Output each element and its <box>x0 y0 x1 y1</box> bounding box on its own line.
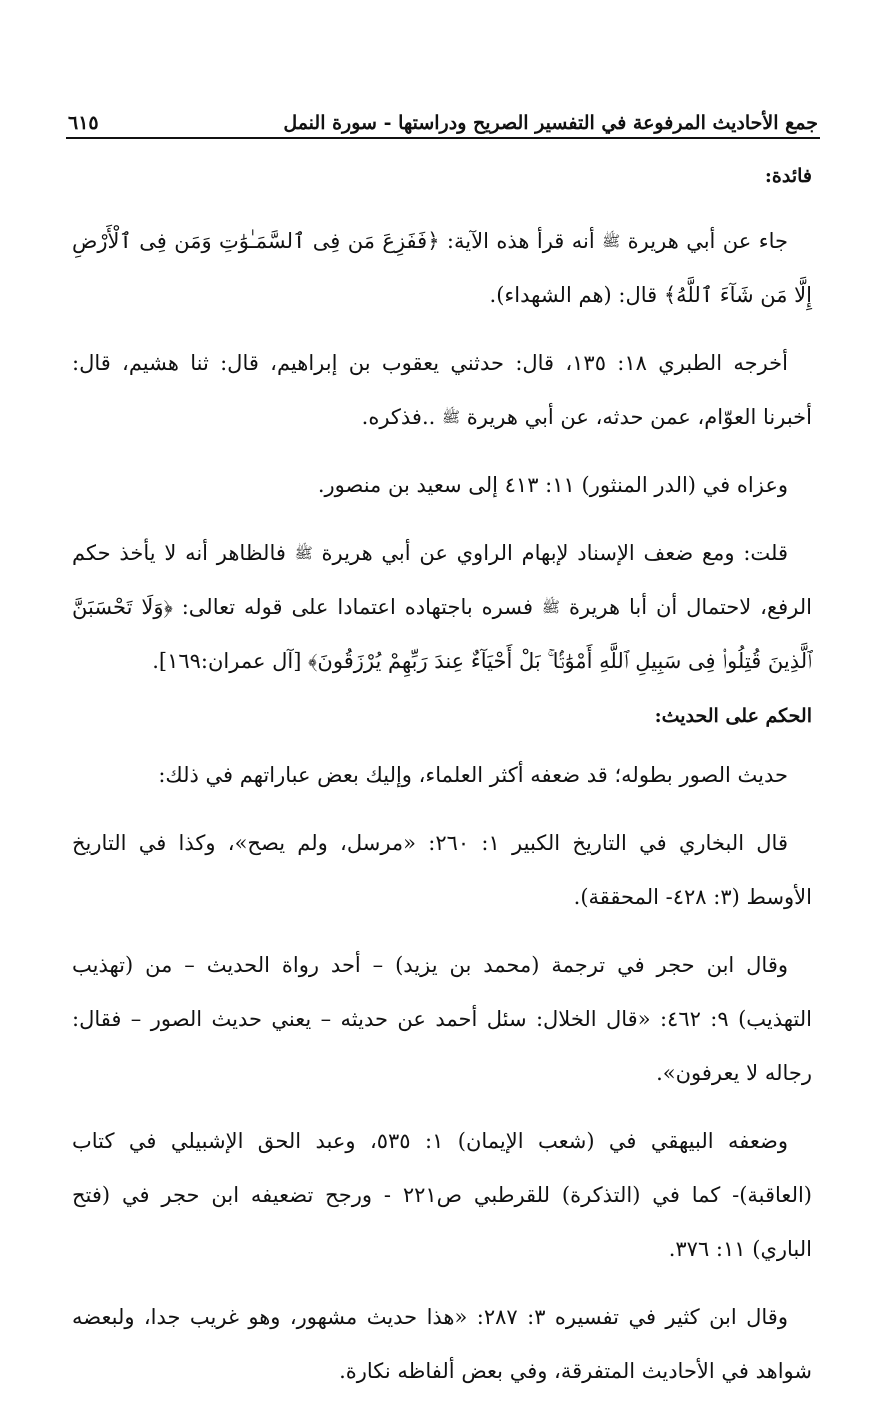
paragraph-faida-text-b: أنه قرأ هذه الآية: ﴿فَفَزِعَ مَن فِى ٱلسَّمَـٰوَٰتِ وَمَن فِى ٱلْأَرْضِ إِلَّا مَن شَآءَ ٱللَّهُ﴾ قال: (هم الشهداء). <box>72 229 812 307</box>
paragraph-takhrij-text-a: أخرجه الطبري ١٨: ١٣٥، قال: حدثني يعقوب بن إبراهيم، قال: ثنا هشيم، قال: أخبرنا العوّام، عمن حدثه، عن أبي هريرة <box>72 351 812 429</box>
running-header <box>68 104 818 134</box>
paragraph-ibn-kathir: وقال ابن كثير في تفسيره ٣: ٢٨٧: «هذا حديث مشهور، وهو غريب جدا، ولبعضه شواهد في الأحاديث المتفرقة، وفي بعض ألفاظه نكارة. <box>72 1305 812 1383</box>
paragraph-ibn-hajar: وقال ابن حجر في ترجمة (محمد بن يزيد) – أحد رواة الحديث – من (تهذيب التهذيب) ٩: ٤٦٢: «قال الخلال: سئل أحمد عن حديثه – يعني حديث الصور – فقال: رجاله لا يعرفون». <box>72 953 812 1085</box>
honorific-glyph: ﷺ <box>541 598 561 616</box>
paragraph-comment-text-c: فسره باجتهاده اعتمادا على قوله تعالى: ﴿وَلَا تَحْسَبَنَّ ٱلَّذِينَ قُتِلُوا۟ فِى سَبِيلِ ٱللَّهِ أَمْوَٰتًۢا ۚ بَلْ أَحْيَآءٌ عِندَ رَبِّهِمْ يُرْزَقُونَ﴾ [آل عمران:١٦٩]. <box>72 595 812 673</box>
page-body <box>72 152 812 1412</box>
page-number: ٦١٥ <box>68 112 99 134</box>
paragraph-hukm-intro: حديث الصور بطوله؛ قد ضعفه أكثر العلماء، وإليك بعض عباراتهم في ذلك: <box>158 763 788 787</box>
paragraph-faida-text-a: جاء عن أبي هريرة <box>620 229 789 253</box>
paragraph-comment-text-a: قلت: ومع ضعف الإسناد لإبهام الراوي عن أبي هريرة <box>312 541 789 565</box>
honorific-glyph: ﷺ <box>294 544 313 562</box>
honorific-glyph: ﷺ <box>442 408 461 426</box>
paragraph-comment <box>72 526 812 688</box>
honorific-glyph: ﷺ <box>602 232 621 250</box>
paragraph-faida <box>72 214 812 322</box>
header-rule <box>66 137 820 139</box>
paragraph-takhrij <box>72 336 812 444</box>
faida-heading: فائدة: <box>764 165 812 187</box>
hukm-heading: الحكم على الحديث: <box>654 705 812 727</box>
paragraph-attribution: وعزاه في (الدر المنثور) ١١: ٤١٣ إلى سعيد بن منصور. <box>317 473 788 497</box>
header-title: جمع الأحاديث المرفوعة في التفسير الصريح ودراستها - سورة النمل <box>283 112 818 134</box>
paragraph-bayhaqi: وضعفه البيهقي في (شعب الإيمان) ١: ٥٣٥، وعبد الحق الإشبيلي في كتاب (العاقبة)- كما في (التذكرة) للقرطبي ص٢٢١ - ورجح تضعيفه ابن حجر في (فتح الباري) ١١: ٣٧٦. <box>72 1129 812 1261</box>
paragraph-takhrij-text-b: ..فذكره. <box>361 405 442 429</box>
paragraph-bukhari: قال البخاري في التاريخ الكبير ١: ٢٦٠: «مرسل، ولم يصح»، وكذا في التاريخ الأوسط (٣: ٤٢٨- المحققة). <box>72 831 812 909</box>
paragraph-comment-text-b: فالظاهر أنه لا يأخذ حكم الرفع، لاحتمال أن أبا هريرة <box>72 541 812 619</box>
